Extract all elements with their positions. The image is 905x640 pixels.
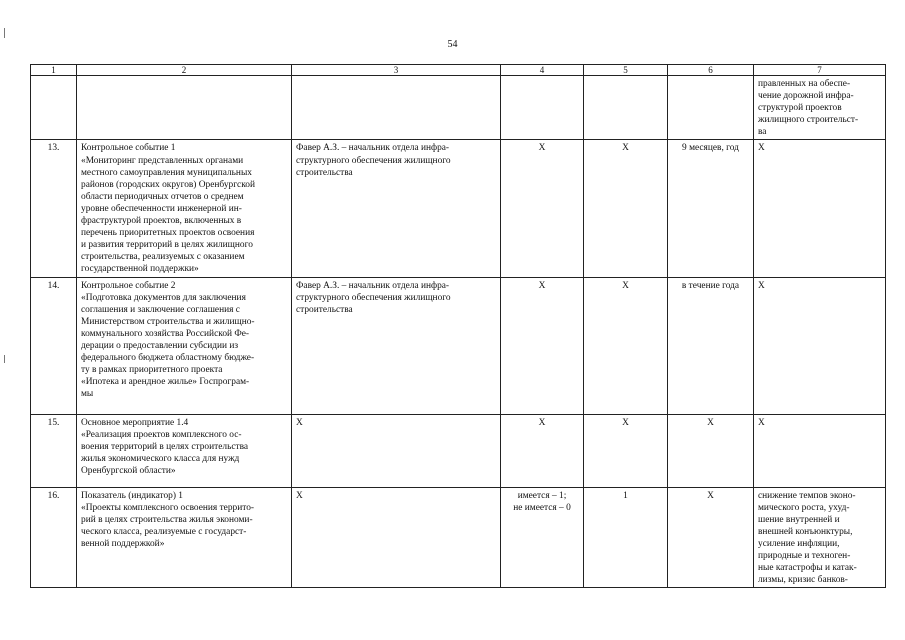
row-name: Основное мероприятие 1.4 «Реализация проектов комплексного ос- воения территорий в целях строительства жилья экономического класса для нужд Оренбургской области» <box>77 414 292 487</box>
row-col5: Х <box>584 414 668 487</box>
row-col6: Х <box>668 414 754 487</box>
row-col5: Х <box>584 140 668 277</box>
row-col4 <box>501 76 584 140</box>
row-responsible: Фавер А.З. – начальник отдела инфра- структурного обеспечения жилищного строительства <box>292 140 501 277</box>
column-header: 7 <box>754 65 886 76</box>
row-col6: 9 месяцев, год <box>668 140 754 277</box>
binding-mark <box>4 28 5 38</box>
row-col4: Х <box>501 140 584 277</box>
row-responsible: Х <box>292 414 501 487</box>
column-header: 6 <box>668 65 754 76</box>
column-header: 2 <box>77 65 292 76</box>
row-number <box>31 76 77 140</box>
row-responsible: Фавер А.З. – начальник отдела инфра- структурного обеспечения жилищного строительства <box>292 277 501 414</box>
column-header: 1 <box>31 65 77 76</box>
row-col4: Х <box>501 414 584 487</box>
binding-mark <box>4 355 5 363</box>
row-col6: в течение года <box>668 277 754 414</box>
row-number: 16. <box>31 487 77 588</box>
row-number: 15. <box>31 414 77 487</box>
page-number: 54 <box>447 39 458 50</box>
row-col7: правленных на обеспе- чение дорожной инфра- структурой проектов жилищного строительст- ва <box>754 76 886 140</box>
table-row <box>31 140 886 277</box>
row-responsible <box>292 76 501 140</box>
row-responsible: Х <box>292 487 501 588</box>
row-col7: Х <box>754 140 886 277</box>
column-header: 3 <box>292 65 501 76</box>
row-number: 14. <box>31 277 77 414</box>
row-name: Показатель (индикатор) 1 «Проекты комплексного освоения террито- рий в целях строительства жилья экономи- ческого класса, реализуемые с государст- венной поддержкой» <box>77 487 292 588</box>
table-row <box>31 76 886 140</box>
table-row <box>31 414 886 487</box>
row-name: Контрольное событие 1 «Мониторинг представленных органами местного самоуправления муниципальных районов (городских округов) Оренбургской области периодичных отчетов о среднем уровне обеспеченности инженерной ин- фраструктурой проектов, включенных в перечень приоритетных проектов освоения и развития территорий в целях жилищного строительства, реализуемых с оказанием государственной поддержки» <box>77 140 292 277</box>
row-name: Контрольное событие 2 «Подготовка документов для заключения соглашения и заключение соглашения с Министерством строительства и жилищно- коммунального хозяйства Российской Фе- дерации о предоставлении субсидии из федерального бюджета областному бюдже- ту в рамках приоритетного проекта «Ипотека и арендное жилье» Госпрограм- мы <box>77 277 292 414</box>
row-col6: Х <box>668 487 754 588</box>
row-number: 13. <box>31 140 77 277</box>
table-row <box>31 487 886 588</box>
data-table <box>30 64 886 588</box>
row-col5 <box>584 76 668 140</box>
row-col6 <box>668 76 754 140</box>
row-col7: снижение темпов эконо- мического роста, ухуд- шение внутренней и внешней конъюнктуры, усиление инфляции, природные и техноген- ные катастрофы и катак- лизмы, кризис банков- <box>754 487 886 588</box>
table-row <box>31 277 886 414</box>
row-col7: Х <box>754 277 886 414</box>
column-number-row <box>31 65 886 76</box>
row-col7: Х <box>754 414 886 487</box>
row-col5: 1 <box>584 487 668 588</box>
row-col4: Х <box>501 277 584 414</box>
row-col5: Х <box>584 277 668 414</box>
column-header: 5 <box>584 65 668 76</box>
column-header: 4 <box>501 65 584 76</box>
row-col4: имеется – 1; не имеется – 0 <box>501 487 584 588</box>
row-name <box>77 76 292 140</box>
